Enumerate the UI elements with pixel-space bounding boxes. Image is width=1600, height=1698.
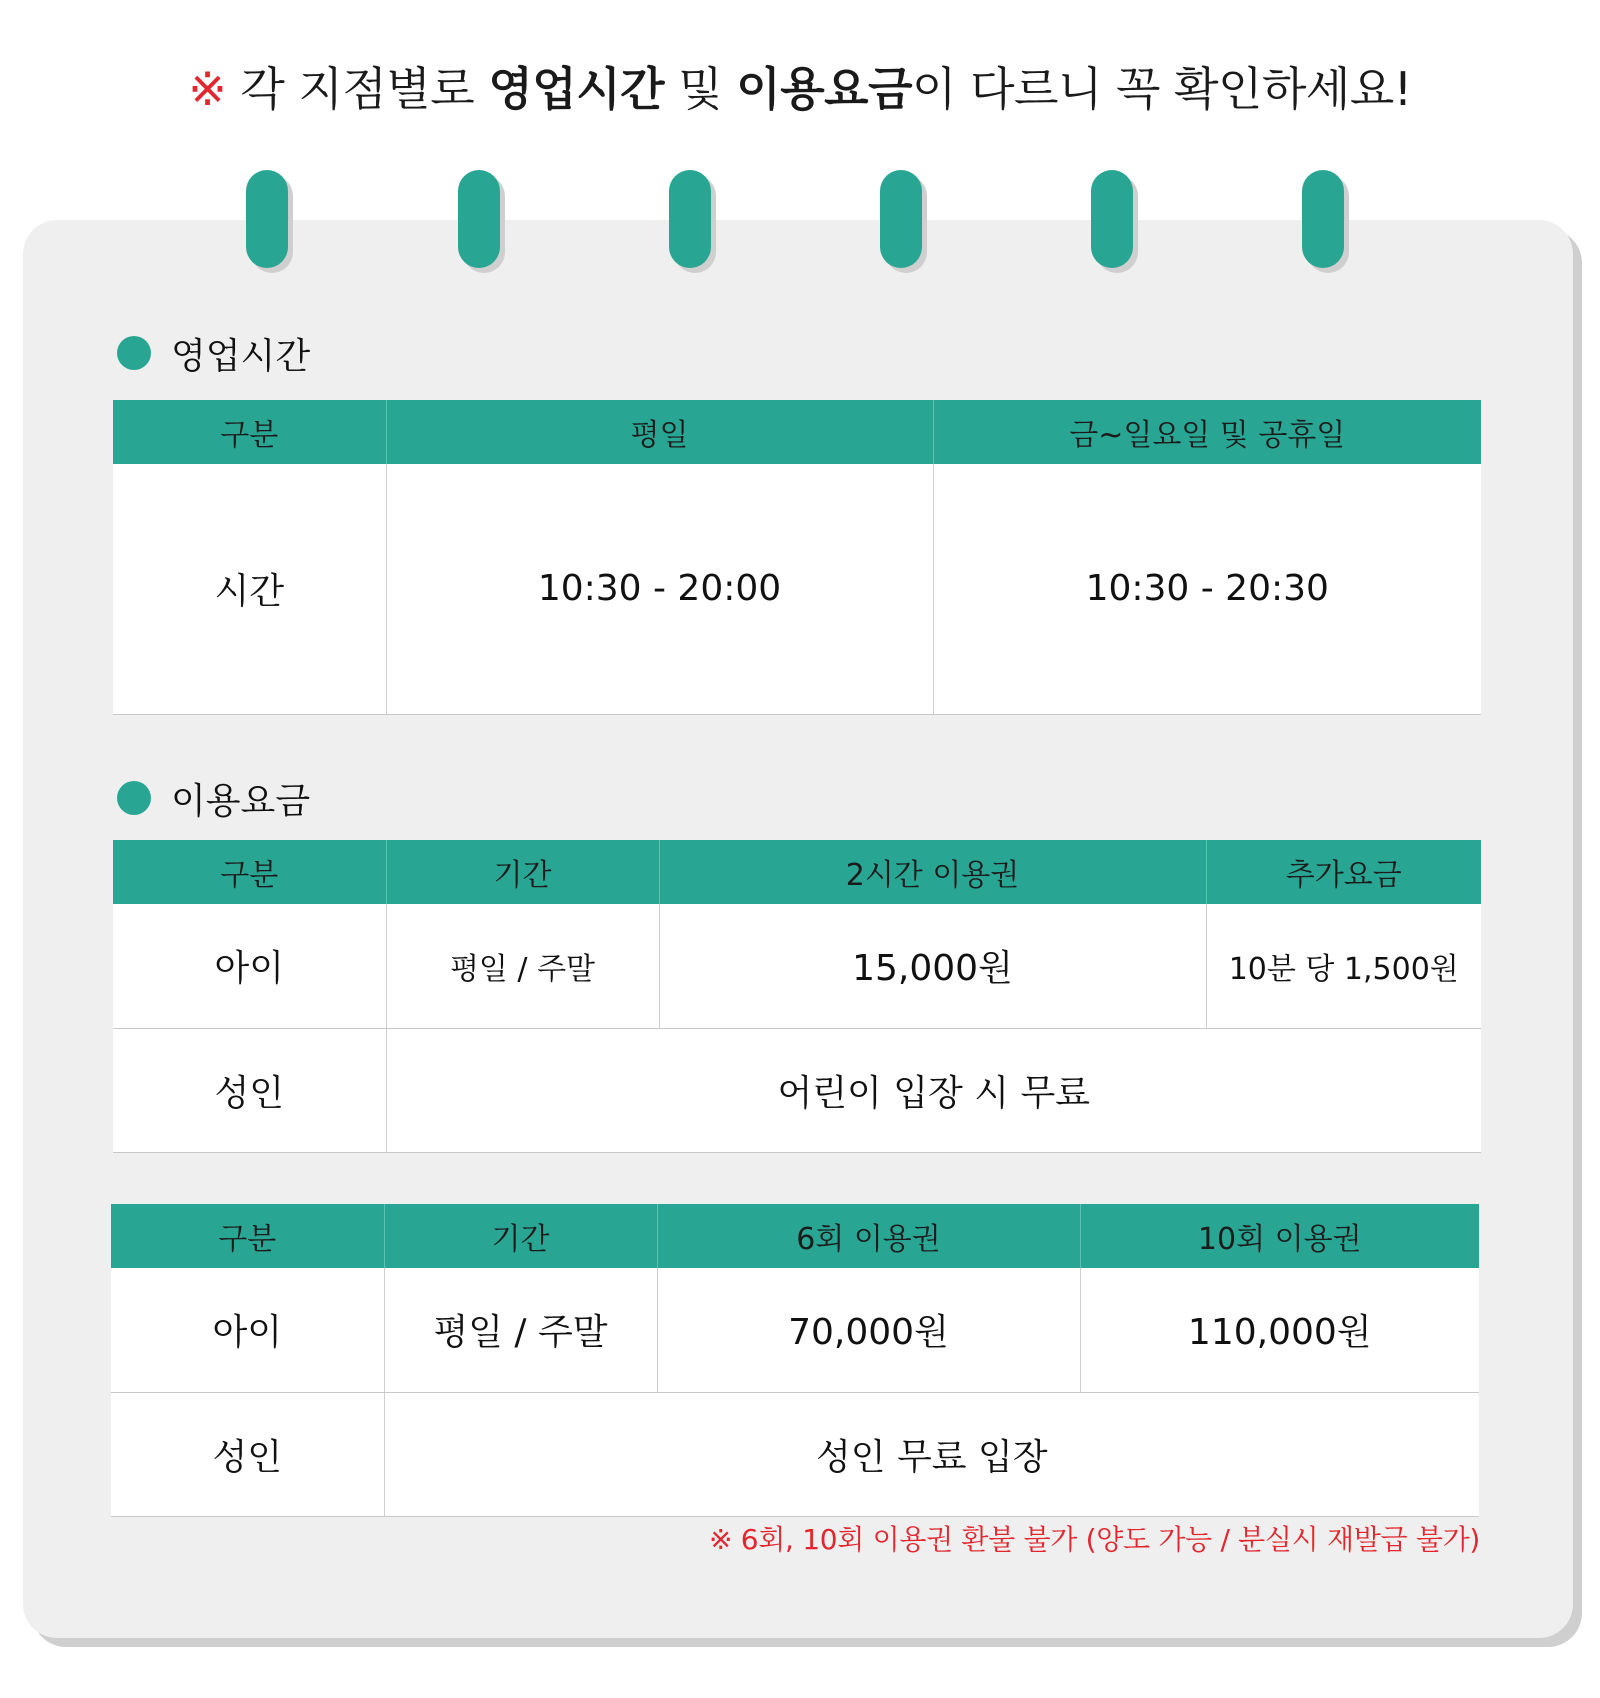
adult-fee-note: 성인 무료 입장 [384, 1392, 1479, 1516]
header-weekday: 평일 [386, 400, 933, 464]
child-period: 평일 / 주말 [386, 904, 659, 1028]
row-label-child: 아이 [111, 1268, 384, 1392]
weekday-hours: 10:30 - 20:00 [386, 464, 933, 714]
header-period: 기간 [386, 840, 659, 904]
fee-table-2hour [113, 840, 1481, 1153]
table-row [113, 464, 1481, 714]
header-category: 구분 [113, 400, 386, 464]
row-label-adult: 성인 [113, 1028, 386, 1152]
hours-table [113, 400, 1481, 715]
binder-ring-icon [1302, 170, 1344, 268]
header-category: 구분 [113, 840, 386, 904]
header-extra-fee: 추가요금 [1206, 840, 1481, 904]
child-extra-fee: 10분 당 1,500원 [1206, 904, 1481, 1028]
table-row [111, 1268, 1479, 1392]
section-title-hours-label: 영업시간 [171, 335, 311, 377]
binder-ring-icon [880, 170, 922, 268]
header-period: 기간 [384, 1204, 657, 1268]
header-6-visit-pass: 6회 이용권 [657, 1204, 1080, 1268]
fee-header-row [111, 1204, 1479, 1268]
table-row [111, 1392, 1479, 1516]
table-row [113, 904, 1481, 1028]
binder-ring-icon [458, 170, 500, 268]
notice-text-post: 이 다르니 꼭 확인하세요! [912, 62, 1412, 116]
section-title-hours [117, 328, 310, 378]
child-10-visit-price: 110,000원 [1080, 1268, 1479, 1392]
binder-ring-icon [669, 170, 711, 268]
notice-banner [0, 54, 1600, 124]
binder-ring-icon [246, 170, 288, 268]
table-row [113, 1028, 1481, 1152]
header-weekend-holiday: 금~일요일 및 공휴일 [933, 400, 1481, 464]
notice-bold-hours: 영업시간 [488, 62, 665, 116]
header-category: 구분 [111, 1204, 384, 1268]
row-label-child: 아이 [113, 904, 386, 1028]
refund-footnote: ※ 6회, 10회 이용권 환불 불가 (양도 가능 / 분실시 재발급 불가) [708, 1523, 1480, 1556]
notice-text-pre: 각 지점별로 [226, 62, 489, 116]
row-label-time: 시간 [113, 464, 386, 714]
fee-table-multi-pass [111, 1204, 1479, 1517]
weekend-hours: 10:30 - 20:30 [933, 464, 1481, 714]
child-2hour-price: 15,000원 [659, 904, 1206, 1028]
header-2hour-pass: 2시간 이용권 [659, 840, 1206, 904]
row-label-adult: 성인 [111, 1392, 384, 1516]
adult-fee-note: 어린이 입장 시 무료 [386, 1028, 1481, 1152]
bullet-dot-icon [117, 781, 151, 815]
fee-header-row [113, 840, 1481, 904]
hours-header-row [113, 400, 1481, 464]
binder-ring-icon [1091, 170, 1133, 268]
header-10-visit-pass: 10회 이용권 [1080, 1204, 1479, 1268]
reference-mark: ※ [188, 62, 227, 116]
child-period: 평일 / 주말 [384, 1268, 657, 1392]
section-title-fees [117, 773, 310, 823]
notice-text-mid: 및 [664, 62, 737, 116]
child-6-visit-price: 70,000원 [657, 1268, 1080, 1392]
notice-bold-fees: 이용요금 [736, 62, 913, 116]
section-title-fees-label: 이용요금 [171, 780, 311, 822]
bullet-dot-icon [117, 336, 151, 370]
